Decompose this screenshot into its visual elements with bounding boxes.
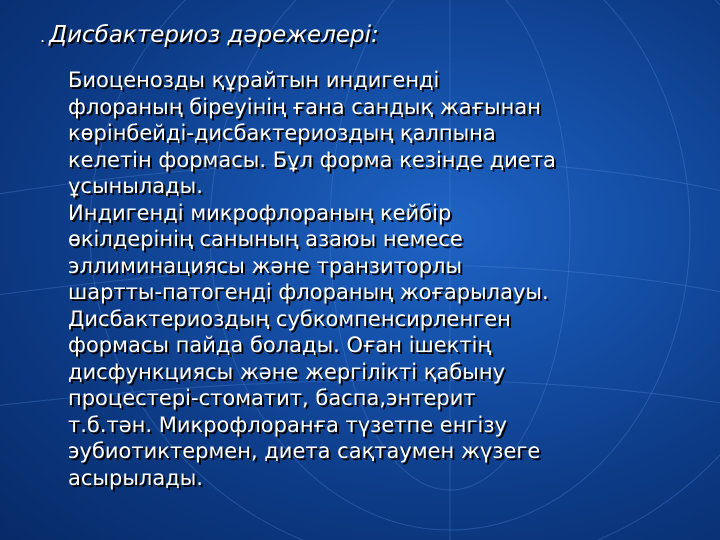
body-line: Индигенді микрофлораның кейбір <box>68 200 452 225</box>
title-bullet: . <box>40 27 46 46</box>
body-line: өкілдерінің санының азаюы немесе <box>68 227 463 251</box>
body-line: көрінбейді-дисбактериоздың қалпына <box>68 121 496 145</box>
body-line: дисфункциясы және жергілікті қабыну <box>68 359 506 384</box>
body-line: формасы пайда болады. Оған ішектің <box>68 333 492 357</box>
slide-title <box>40 20 700 52</box>
body-line: Биоценозды құрайтын индигенді <box>68 68 440 92</box>
body-line: процестері-стоматит, баспа,энтерит <box>68 386 476 410</box>
body-line: т.б.тән. Микрофлоранға түзетпе енгізу <box>68 412 507 437</box>
body-line: эубиотиктермен, диета сақтаумен жүзеге <box>68 439 541 463</box>
body-line: келетін формасы. Бұл форма кезінде диета <box>68 147 556 172</box>
body-line: флораның біреуінің ғана сандық жағынан <box>68 94 541 119</box>
body-line: шартты-патогенді флораның жоғарылауы. <box>68 280 549 304</box>
body-line: ұсынылады. <box>68 174 203 198</box>
slide-body <box>68 67 698 491</box>
body-line: асырылады. <box>68 465 203 490</box>
body-line: эллиминациясы және транзиторлы <box>68 253 463 278</box>
body-line: Дисбактериоздың субкомпенсирленген <box>68 306 511 331</box>
title-text: Дисбактериоз дәрежелері: <box>49 22 379 48</box>
